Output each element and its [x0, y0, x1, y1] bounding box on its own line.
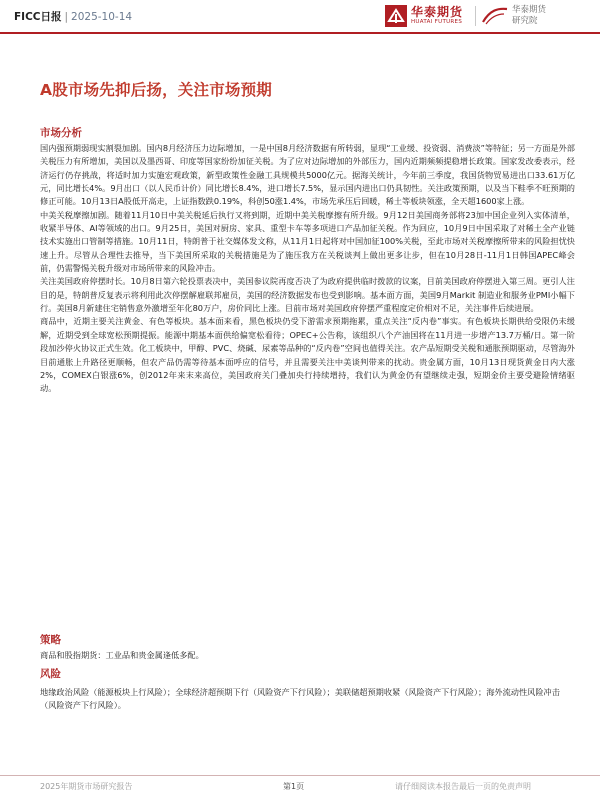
research-institute-logo — [482, 3, 546, 29]
huatai-futures-logo — [385, 4, 463, 28]
logo2-line1: 华泰期货 — [512, 5, 547, 15]
footer-report-name: 2025年期货市场研究报告 — [40, 782, 133, 791]
page-number: 第1页 — [283, 782, 305, 791]
analysis-paragraph: 商品中，近期主要关注黄金、有色等板块。基本面来看，黑色板块仍受下游需求预期拖累，重点关注“反内卷”事实。有色板块长期供给受限仍未缓解，近期受到全球宽松预期提振。能源中期基本面供给偏宽松看待；OPEC+公告称，该组织八个产油国将在11月进一步增产13.7万桶/日。第一阶段加沙停火协议正式生效。化工板块中，甲醇、PVC、烧碱、尿素等品种的“反内卷”空间也值得关注。农产品短期受关税和通胀预期驱动，尽管海外目前通胀上升路径更顺畅，但农产品仍需等待基本面呼应的信号，并且需要关注中美谈判带来的扰动。贵金属方面，10月13日现货黄金日内大涨2%，COMEX白银涨6%，创2012年来末来高位，美国政府关门叠加央行持续增持，我们认为黄金仍有望继续走强，短期金价主要受避险情绪驱动。 — [40, 316, 575, 394]
header-rule — [0, 32, 600, 34]
risk-heading: 风险 — [40, 668, 61, 680]
logo-divider — [475, 6, 476, 26]
swoosh-icon — [482, 6, 508, 26]
report-title: A股市场先抑后扬，关注市场预期 — [40, 81, 272, 99]
risk-text: 地缘政治风险（能源板块上行风险）；全球经济超预期下行（风险资产下行风险）；美联储超预期收紧（风险资产下行风险）；海外流动性风险冲击（风险资产下行风险）。 — [40, 687, 560, 711]
strategy-heading: 策略 — [40, 634, 61, 646]
analysis-paragraph: 关注美国政府停摆时长。10月8日第六轮投票表决中，美国参议院再度否决了为政府提供临时拨款的议案，目前美国政府停摆进入第三周。更引人注目的是，特朗普反复表示将利用此次停摆解雇联邦雇员，美国的经济数据发布也受到影响。基本面方面，美国9月Markit 制造业和服务业PMI小幅下行。美国8月新建住宅销售意外激增至年化80万户，房价同比上涨。目前市场对美国政府停摆严重程度定价相对不足，关注事件后续进展。 — [40, 276, 575, 314]
logo-en: HUATAI FUTURES — [411, 19, 463, 25]
disclaimer-note: 请仔细阅读本报告最后一页的免责声明 — [395, 782, 531, 791]
meta-separator: | — [64, 11, 69, 23]
logo2-line2: 研究院 — [512, 16, 538, 26]
report-type: FICC日报 — [14, 11, 62, 23]
market-analysis-heading: 市场分析 — [40, 127, 82, 139]
analysis-paragraph: 中美关税摩擦加剧。随着11月10日中美关税延后执行又将到期，近期中美关税摩擦有所升级。9月12日美国商务部将23加中国企业列入实体清单，收紧半导体、AI等领域的出口。9月25日，美国对厨房、家具、重型卡车等多项进口产品加征关税。作为回应，10月9日中国采取了对稀土全产业链技术实施出口管制等措施。10月11日，特朗普于社交媒体发文称，从11月1日起将对中国加征100%关税，至此市场对关税摩擦所带来的风险担忧快速上升。尽管从合理性去推导，当下美国所采取的关税措施是为了施压我方在关税谈判上做出更多让步，但在10月28日-11月1日韩国APEC峰会前，仍需警惕关税升级对市场所带来的风险冲击。 — [40, 209, 575, 274]
analysis-paragraph: 国内强预期弱现实割裂加剧。国内8月经济压力边际增加，一是中国8月经济数据有所转弱，显现“工业缓、投资弱、消费淡”等特征；另一方面是外部关税压力有所增加，美国以及墨西哥、印度等国家纷纷加征关税。为了应对边际增加的外部压力，国内近期频频提稳增长政策。国家发改委表示，经济运行仍存挑战，将适时加力实施宏观政策，新型政策性金融工具规模共5000亿元。据海关统计，今年前三季度，我国货物贸易进出口33.61万亿元，同比增长4%。9月出口（以人民币计价）同比增长8.4%，进口增长7.5%，显示国内进出口仍具韧性。关注政策预期，以及当下鞋季不旺预期的修正可能。10月13日A股低开高走，上证指数跌0.19%，科创50涨1.4%，市场先承压后回暖，稀土等板块领涨，全天超1600家上涨。 — [40, 143, 575, 207]
huatai-logo-icon — [385, 5, 407, 27]
report-date: 2025-10-14 — [71, 11, 133, 23]
logo-cn: 华泰期货 — [411, 5, 464, 19]
page-header — [0, 0, 600, 34]
market-analysis-body — [40, 142, 575, 396]
strategy-text: 商品和股指期货：工业品和贵金属逢低多配。 — [40, 650, 204, 660]
report-meta — [14, 9, 132, 24]
footer-rule — [0, 775, 600, 776]
